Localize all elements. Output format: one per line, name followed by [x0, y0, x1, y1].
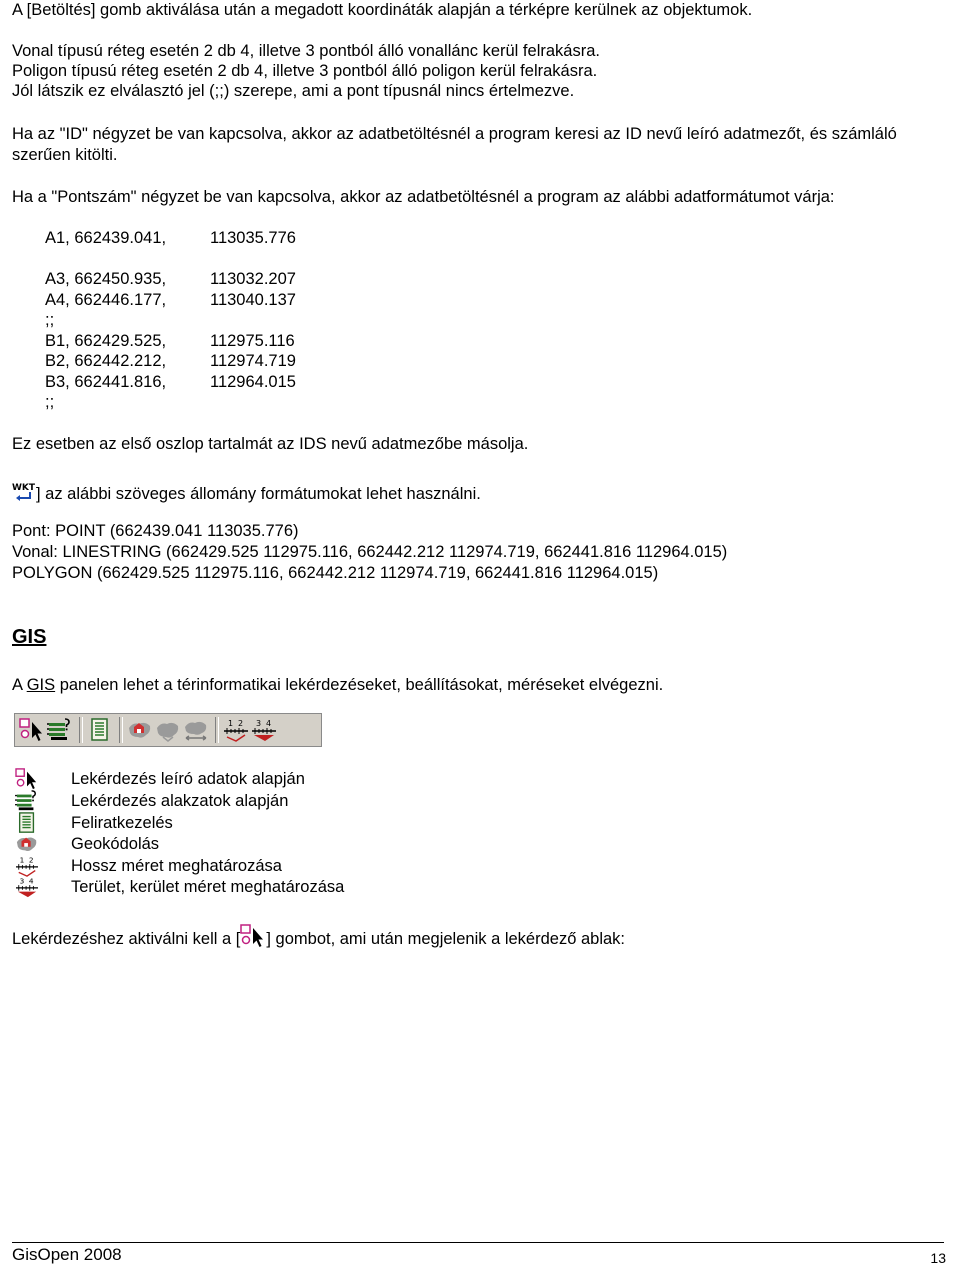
query-shape-icon	[47, 718, 73, 742]
query-attribute-icon	[19, 718, 45, 742]
label-button[interactable]	[87, 717, 113, 743]
id-checkbox-note: Ha az "ID" négyzet be van kapcsolva, akkor az adatbetöltésnél a program keresi az ID nevű leíró adatmezőt, és számláló szerűen kitölti.	[12, 125, 897, 164]
intro-text: A [Betöltés] gomb aktiválása után a megadott koordináták alapján a térképre kerülnek az objektumok.	[12, 1, 753, 19]
query-shape-button[interactable]	[47, 717, 73, 743]
footer-title: GisOpen 2008	[12, 1245, 122, 1264]
measure-length-button[interactable]	[223, 717, 249, 743]
coord-row: A3, 662450.935, 113032.207	[45, 270, 296, 288]
layer-note-separator: Jól látszik ez elválasztó jel (;;) szerepe, ami a pont típusnál nincs értelmezve.	[12, 82, 575, 100]
gis-toolbar	[14, 713, 322, 747]
coord-row: A1, 662439.041, 113035.776	[45, 229, 296, 247]
measure-length-icon	[223, 718, 249, 742]
coord-separator: ;;	[45, 393, 55, 411]
wkt-polygon-example: POLYGON (662429.525 112975.116, 662442.212 112974.719, 662441.816 112964.015)	[12, 564, 659, 582]
legend-item: Terület, kerület méret meghatározása	[14, 876, 40, 898]
gis-heading: GIS	[12, 626, 47, 648]
toolbar-separator	[119, 717, 123, 743]
gis-intro: A GIS panelen lehet a térinformatikai lekérdezéseket, beállításokat, méréseket elvégezni.	[12, 676, 664, 694]
footer-divider	[12, 1242, 944, 1243]
legend-item: Hossz méret meghatározása	[14, 855, 40, 877]
measure-area-button[interactable]	[251, 717, 277, 743]
query-shape-icon	[14, 790, 40, 812]
coord-row: B3, 662441.816, 112964.015	[45, 373, 296, 391]
layer-note-polygon: Poligon típusú réteg esetén 2 db 4, illetve 3 pontból álló poligon kerül felrakásra.	[12, 62, 598, 80]
coord-row: A4, 662446.177, 113040.137	[45, 291, 296, 309]
coord-row: B2, 662442.212, 112974.719	[45, 352, 296, 370]
measure-area-icon	[14, 876, 40, 898]
geocode-icon	[127, 718, 153, 742]
geocode-button[interactable]	[127, 717, 153, 743]
measure-length-icon	[14, 855, 40, 877]
geocode-icon	[14, 833, 40, 855]
toolbar-separator	[79, 717, 83, 743]
legend-item: Feliratkezelés	[14, 812, 40, 834]
query-note: Lekérdezéshez aktiválni kell a [ ] gombot, ami után megjelenik a lekérdező ablak:	[12, 924, 625, 950]
geo-arrow-icon	[183, 718, 209, 742]
legend-item: Lekérdezés leíró adatok alapján	[14, 768, 40, 790]
wkt-line-example: Vonal: LINESTRING (662429.525 112975.116, 662442.212 112974.719, 662441.816 112964.015)	[12, 543, 728, 561]
query-attribute-icon	[14, 768, 40, 790]
toolbar-separator	[215, 717, 219, 743]
wkt-icon	[12, 481, 36, 503]
geo-disabled-button[interactable]	[155, 717, 181, 743]
wkt-note: ] az alábbi szöveges állomány formátumokat lehet használni.	[12, 481, 481, 505]
query-attribute-button[interactable]	[19, 717, 45, 743]
query-attribute-icon	[240, 924, 266, 948]
page-number: 13	[930, 1250, 946, 1266]
geo-measure-disabled-button[interactable]	[183, 717, 209, 743]
legend-item: Lekérdezés alakzatok alapján	[14, 790, 40, 812]
coord-row: B1, 662429.525, 112975.116	[45, 332, 295, 350]
gis-link[interactable]: GIS	[26, 676, 56, 694]
ids-note: Ez esetben az első oszlop tartalmát az IDS nevű adatmezőbe másolja.	[12, 435, 529, 453]
label-icon	[14, 812, 40, 834]
legend-item: Geokódolás	[14, 833, 40, 855]
measure-area-icon	[251, 718, 277, 742]
pontszam-note: Ha a "Pontszám" négyzet be van kapcsolva, akkor az adatbetöltésnél a program az alábbi adatformátumot várja:	[12, 188, 835, 206]
label-icon	[87, 718, 113, 742]
wkt-point-example: Pont: POINT (662439.041 113035.776)	[12, 522, 299, 540]
coord-separator: ;;	[45, 311, 55, 329]
layer-note-line: Vonal típusú réteg esetén 2 db 4, illetve 3 pontból álló vonallánc kerül felrakásra.	[12, 42, 600, 60]
geo-gray-icon	[155, 718, 181, 742]
